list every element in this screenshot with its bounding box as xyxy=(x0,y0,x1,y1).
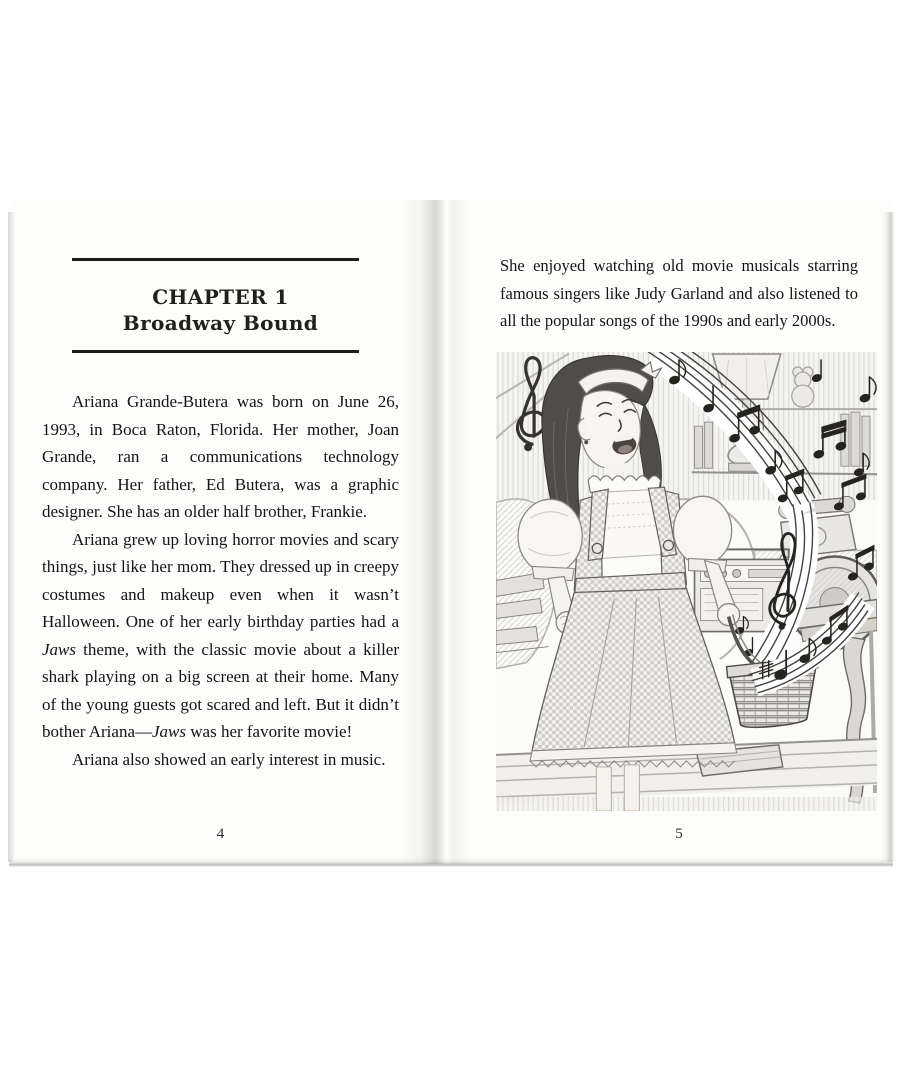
text-segment: was her favorite movie! xyxy=(186,722,353,741)
page-number-left: 4 xyxy=(216,826,225,842)
right-page xyxy=(438,200,893,864)
strap-button xyxy=(592,543,602,553)
earring xyxy=(584,440,588,444)
paragraph-music-interest: Ariana also showed an early interest in music. xyxy=(72,749,386,769)
left-page-text xyxy=(42,388,399,773)
chapter-heading xyxy=(42,284,399,336)
jaws-italic: Jaws xyxy=(152,722,186,741)
strap-button xyxy=(663,540,673,550)
text-segment: Ariana grew up loving horror movies and scary things, just like her mom. They dressed up in creepy costumes and makeup even when it wasn’t Halloween. One of her early birthday parties had a xyxy=(42,529,399,631)
text-segment: theme, with the classic movie about a killer shark playing on a big screen at their home. Many of the young guests got scared and left. But it didn’t bother Ariana— xyxy=(42,639,399,741)
puff-sleeve xyxy=(518,499,582,573)
page-edge-right xyxy=(881,212,895,862)
page-edge-left xyxy=(8,212,15,862)
chapter-rule-bottom xyxy=(72,350,359,353)
puff-sleeve xyxy=(673,496,731,564)
jaws-italic: Jaws xyxy=(42,639,76,659)
leg xyxy=(624,765,639,811)
chapter-rule-top xyxy=(72,258,359,261)
left-page xyxy=(10,200,438,864)
chapter-title: Broadway Bound xyxy=(122,311,319,335)
illustration-toddler-singing xyxy=(496,352,877,811)
paragraph-musicals: She enjoyed watching old movie musicals starring famous singers like Judy Garland and also listened to all the popular songs of the 1990s and early 2000s. xyxy=(500,256,858,330)
illustration-svg xyxy=(496,352,877,811)
paragraph-horror xyxy=(42,526,399,746)
leg xyxy=(596,767,611,811)
face xyxy=(580,391,641,468)
page-edge-bottom xyxy=(9,858,893,867)
right-page-text xyxy=(500,252,858,335)
paragraph-birth: Ariana Grande-Butera was born on June 26, 1993, in Boca Raton, Florida. Her mother, Joan Grande, ran a communications technology company. Her father, Ed Butera, was a graphic designer. She has an older half brother, Frankie. xyxy=(42,392,399,521)
page-number-right: 5 xyxy=(675,826,683,842)
chapter-label: CHAPTER 1 xyxy=(152,285,289,309)
